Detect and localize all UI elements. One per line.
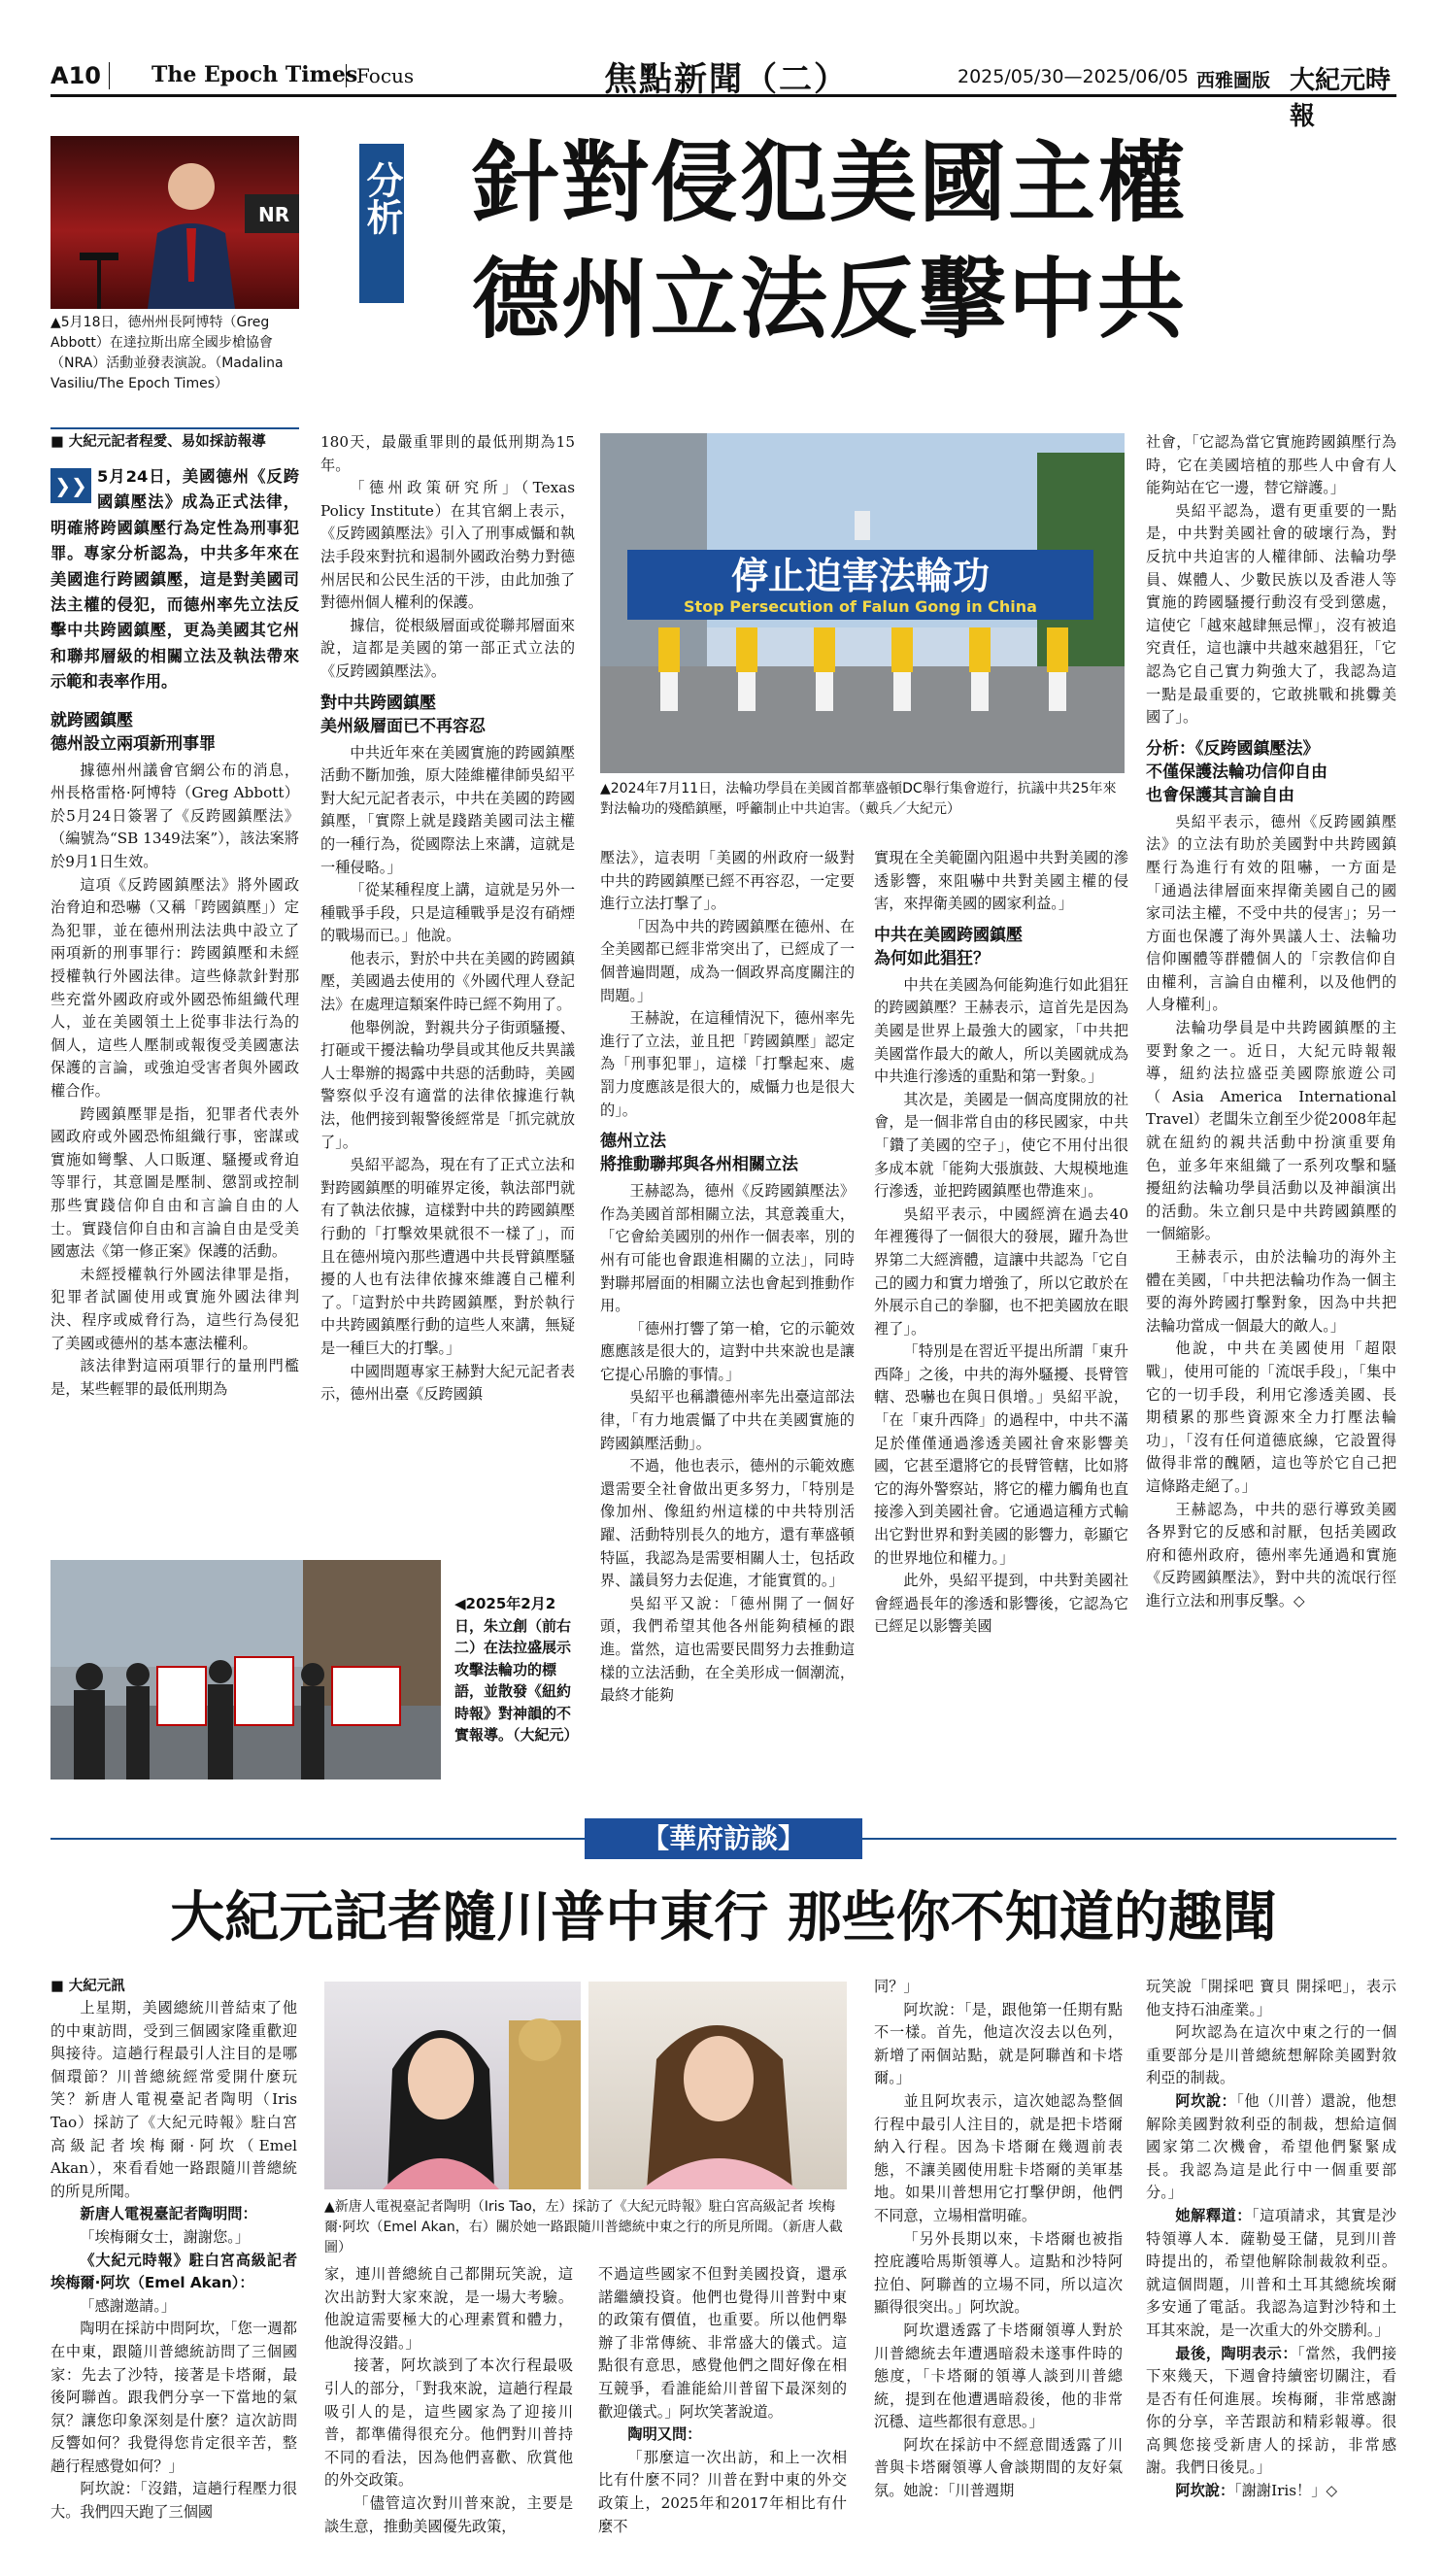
- paragraph: 王赫認為，德州《反跨國鎮壓法》作為美國首部相關立法，其意義重大，「它會給美國別的州作一個表率，別的州有可能也會跟進相關的立法」，同時對聯邦層面的相關立法也會起到推動作用。: [600, 1182, 855, 1315]
- paragraph: 「另外長期以來，卡塔爾也被指控庇護哈馬斯領導人。這點和沙特阿拉伯、阿聯酋的立場不同，所以這次顯得很突出。」阿坎說。: [874, 2229, 1123, 2317]
- paragraph: 吳紹平表示，中國經濟在過去40年裡獲得了一個很大的發展，躍升為世界第二大經濟體，這讓中共認為「它自己的國力和實力增強了，所以它敢於在外展示自己的拳腳，也不把美國放在眼裡了」。: [874, 1204, 1128, 1338]
- paragraph: 據信，從根級層面或從聯邦層面來說，這都是美國的第一部正式立法的《反跨國鎮壓法》。: [320, 616, 575, 680]
- subhead-federal-push: 德州立法 將推動聯邦與各州相關立法: [600, 1132, 798, 1175]
- quote-text: 「這項請求，其實是沙特領導人本．薩勒曼王儲，見到川普時提出的，希望他解除制裁敘利亞。就這個問題，川普和土耳其總統埃爾多安通了電話。我認為這對沙特和土耳其來說，是一次重大的外交勝利。」: [1146, 2206, 1396, 2339]
- section-name-cn: 焦點新聞（二）: [604, 60, 849, 99]
- paragraph: 據德州州議會官網公布的消息，州長格雷格·阿博特（Greg Abbott）於5月24日簽署了《反跨國鎮壓法》（編號為“SB 1349法案”），該法案將於9月1日生效。: [50, 761, 299, 871]
- paragraph: 中共近年來在美國實施的跨國鎮壓活動不斷加強，原大陸維權律師吳紹平對大紀元記者表示，中共在美國的跨國鎮壓，「實際上就是踐踏美國司法主權的一種行為，從國際法上來講，這就是一種侵略。」: [320, 743, 575, 876]
- speaker-label: 新唐人電視臺記者陶明問：: [80, 2205, 257, 2223]
- article2-column-3: [598, 2263, 847, 2538]
- paragraph: 其次是，美國是一個高度開放的社會，是一個非常自由的移民國家，中共「鑽了美國的空子」，使它不用付出很多成本就「能夠大張旗鼓、大規模地進行滲透，並把跨國鎮壓也帶進來」。: [874, 1090, 1128, 1201]
- paragraph: 不過這些國家不但對美國投資，還承諾繼續投資。他們也覺得川普對中東的政策有價值，也重要。所以他們舉辦了非常傳統、非常盛大的儀式。這點很有意思，感覺他們之間好像在相互競爭，看誰能給川普留下最深刻的歡迎儀式。」阿坎笑著說道。: [598, 2265, 847, 2421]
- paragraph: 阿坎說：「是，跟他第一任期有點不一樣。首先，他這次沒去以色列，新增了兩個站點，就是阿聯酋和卡塔爾。」: [874, 2000, 1123, 2087]
- paragraph: 阿坎在採訪中不經意間透露了川普與卡塔爾領導人會談期間的友好氣氛。她說：「川普週期: [874, 2435, 1123, 2500]
- quote-text: 「當然，我們接下來幾天，下週會持續密切關注，看是否有任何進展。埃梅爾，非常感謝你的分享，辛苦跟訪和精彩報導。很高興您接受新唐人的採訪，非常感謝。我們日後見。」: [1146, 2344, 1397, 2477]
- paragraph: 吳紹平認為，現在有了正式立法和對跨國鎮壓的明確界定後，執法部門就有了執法依據，這樣對中共的跨國鎮壓行動的「打擊效果就很不一樣了」，而且在德州境內那些遭遇中共長臂鎮壓騷擾的人也有法律依據來維護自己權利了。「這對於中共跨國鎮壓，對於執行中共跨國鎮壓行動的這些人來講，無疑是一種巨大的打擊。」: [320, 1156, 575, 1357]
- col1-body: [50, 760, 299, 1402]
- paragraph: 社會，「它認為當它實施跨國鎮壓行為時，它在美國培植的那些人中會有人能夠站在它一邊，替它辯護。」: [1146, 433, 1396, 497]
- paragraph: 這項《反跨國鎮壓法》將外國政治脅迫和恐嚇（又稱「跨國鎮壓」）定為犯罪，並在德州刑法法典中設立了兩項新的刑事罪行：跨國鎮壓和未經授權執行外國法律。這些條款針對那些充當外國政府或外國恐怖組織代理人，並在美國領土上從事非法行為的個人，這些人壓制或報復受美國憲法保護的言論，或強迫受害者與外國政權合作。: [50, 875, 299, 1100]
- interview-photo-right: [588, 1982, 847, 2189]
- subhead-no-tolerance: 對中共跨國鎮壓 美州級層面已不再容忍: [320, 693, 486, 736]
- speaker-label: 最後，陶明表示：: [1175, 2344, 1298, 2362]
- article2-headline: 大紀元記者隨川普中東行 那些你不知道的趣聞: [170, 1886, 1277, 1949]
- date-range: 2025/05/30—2025/06/05: [958, 66, 1190, 87]
- article1-column-3: [600, 847, 855, 1708]
- section-name-en: Focus: [346, 64, 414, 87]
- speaker-label: 《大紀元時報》駐白宮高級記者埃梅爾·阿坎（Emel Akan）：: [50, 2251, 297, 2292]
- abbott-photo: [50, 136, 299, 309]
- paragraph: 該法律對這兩項罪行的量刑門檻是，某些輕罪的最低刑期為: [50, 1357, 299, 1398]
- paragraph: 中共在美國為何能夠進行如此猖狂的跨國鎮壓？王赫表示，這首先是因為美國是世界上最強大的國家，「中共把美國當作最大的敵人，所以美國就成為中共進行滲透的重點和第一對象。」: [874, 975, 1128, 1086]
- abbott-photo-art: [50, 136, 299, 309]
- paragraph: [1146, 2090, 1396, 2205]
- paragraph: 他表示，對於中共在美國的跨國鎮壓，美國過去使用的《外國代理人登記法》在處理這類案件時已經不夠用了。: [320, 949, 575, 1014]
- paragraph: 同？」: [874, 1978, 919, 1995]
- speaker-label: 陶明又問：: [627, 2425, 702, 2444]
- iris-tao-portrait: [324, 1982, 581, 2189]
- rally-photo-art: [600, 433, 1125, 773]
- paragraph: 吳紹平認為，還有更重要的一點是，中共對美國社會的破壞行為，對反抗中共迫害的人權律師、法輪功學員、媒體人、少數民族以及香港人等實施的跨國騷擾行動沒有受到懲處，這使它「越來越肆無忌憚」，沒有被追究責任，這也讓中共越來越猖狂，「它認為它自己實力夠強大了，我認為這一點是最重要的，它敢挑戰和挑釁美國了」。: [1146, 501, 1396, 727]
- publication-name: The Epoch Times: [151, 62, 358, 87]
- article2-column-4: [874, 1976, 1123, 2503]
- paragraph: 「德州打響了第一槍，它的示範效應應該是很大的，這對中共來說也是讓它提心吊膽的事情。」: [600, 1319, 855, 1383]
- paragraph: 玩笑說「開採吧 寶貝 開採吧」，表示他支持石油產業。」: [1146, 1978, 1396, 2018]
- paragraph: 陶明在採訪中問阿坎，「您一週都在中東，跟隨川普總統訪問了三個國家：先去了沙特，接著是卡塔爾，最後阿聯酋。跟我們分享一下當地的氣氛？讓您印象深刻是什麼？這次訪問反響如何？我覺得您肯定很辛苦，整趟行程感覺如何？」: [50, 2320, 297, 2475]
- page-number: A10: [50, 62, 110, 89]
- paragraph: 180天，最嚴重罪則的最低刑期為15年。: [320, 433, 575, 474]
- flushing-photo-art: [50, 1560, 441, 1779]
- paragraph: 不過，他也表示，德州的示範效應還需要全社會做出更多努力，「特別是像加州、像紐約州這樣的中共特別活躍、活動特別長久的地方，還有華盛頓特區，我認為是需要相關人士，包括政界、議員努力去促進，才能實質的。」: [600, 1457, 855, 1590]
- article2-col1-body: [50, 1997, 297, 2525]
- headline-line2: 德州立法反擊中共: [472, 248, 1187, 351]
- interview-photo-caption: ▲新唐人電視臺記者陶明（Iris Tao，左）採訪了《大紀元時報》駐白宮高級記者 埃梅爾·阿坎（Emel Akan，右）關於她一路跟隨川普總統中東之行的所見所聞。（新唐人截圖）: [324, 2199, 843, 2255]
- paragraph: 「那麼這一次出訪，和上一次相比有什麼不同？川普在對中東的外交政策上，2025年和2017年相比有什麼不: [598, 2448, 847, 2535]
- abbott-photo-caption: ▲5月18日，德州州長阿博特（Greg Abbott）在達拉斯出席全國步槍協會（NRA）活動並發表演說。（Madalina Vasiliu/The Epoch Times）: [50, 315, 284, 391]
- paragraph: 「從某種程度上講，這就是另外一種戰爭手段，只是這種戰爭是沒有硝煙的戰場而已。」他說。: [320, 881, 575, 945]
- paragraph: 未經授權執行外國法律罪是指，犯罪者試圖使用或實施外國法律判決、程序或威脅行為，這些行為侵犯了美國或德州的基本憲法權利。: [50, 1265, 299, 1352]
- paragraph: 吳紹平表示，德州《反跨國鎮壓法》的立法有助於美國對中共跨國鎮壓行為進行有效的阻嚇，一方面是「通過法律層面來捍衛美國自己的國家司法主權，不受中共的侵害」；另一方面也保護了海外異議人士、法輪功信仰團體等群體個人的「宗教信仰自由權利，言論自由權利，以及他們的人身權利」。: [1146, 812, 1396, 1014]
- paragraph: 「埃梅爾女士，謝謝您。」: [80, 2227, 251, 2246]
- article1-column-5: [1146, 431, 1396, 1613]
- edition: 西雅圖版: [1196, 70, 1271, 91]
- paragraph: 吳紹平又說：「德州開了一個好頭，我們希望其他各州能夠積極的跟進。當然，這也需要民間努力去推動這樣的立法活動，在全美形成一個潮流，最終才能夠: [600, 1594, 855, 1705]
- interview-banner: 【華府訪談】: [585, 1818, 862, 1859]
- paragraph: 接著，阿坎談到了本次行程最吸引人的部分，「對我來說，這趟行程最吸引人的是，這些國家為了迎接川普，都準備得很充分。他們對川普持不同的看法，因為他們喜歡、欣賞他的外交政策。: [324, 2356, 573, 2490]
- paragraph: 「因為中共的跨國鎮壓在德州、在全美國都已經非常突出了，已經成了一個普遍問題，成為一個政界高度關注的問題。」: [600, 917, 855, 1004]
- paragraph: 上星期，美國總統川普結束了他的中東訪問，受到三個國家隆重歡迎與接待。這趟行程最引人注目的是哪個環節？川普總統經常愛開什麼玩笑？新唐人電視臺記者陶明（Iris Tao）採訪了《大紀元時報》駐白宮高級記者埃梅爾·阿坎（Emel Akan），來看看她一路跟隨川普總統的所見所聞。: [50, 1999, 297, 2200]
- svg-text:NR: NR: [258, 203, 290, 226]
- page-header: [50, 58, 1396, 131]
- paragraph: 家，連川普總統自己都開玩笑說，這次出訪對大家來說，是一場大考驗。他說這需要極大的心理素質和體力，他說得沒錯。」: [324, 2265, 573, 2352]
- speaker-label: 阿坎說：: [1175, 2482, 1235, 2500]
- paragraph: [1146, 2343, 1396, 2481]
- paragraph: [1146, 2205, 1396, 2343]
- byline: ■ 大紀元記者程愛、易如採訪報導: [50, 427, 299, 453]
- paragraph: 此外，吳紹平提到，中共對美國社會經過長年的滲透和影響後，它認為它已經足以影響美國: [874, 1572, 1128, 1636]
- paragraph: 王赫表示，由於法輪功的海外主體在美國，「中共把法輪功作為一個主要的海外跨國打擊對象，因為中共把法輪功當成一個最大的敵人。」: [1146, 1248, 1396, 1335]
- interview-photo-left: [324, 1982, 581, 2189]
- article2-column-2: [324, 2263, 573, 2538]
- lead-arrow-icon: ❯❯: [50, 468, 91, 503]
- flushing-photo: [50, 1560, 441, 1779]
- article1-column-4: [874, 847, 1128, 1639]
- rally-photo: [600, 433, 1125, 773]
- subhead-new-crimes: 就跨國鎮壓 德州設立兩項新刑事罪: [50, 710, 216, 754]
- paragraph: 「德州政策研究所」（Texas Policy Institute）在其官網上表示，《反跨國鎮壓法》引入了刑事威懾和執法手段來對抗和遏制外國政治勢力對德州居民和公民生活的干涉，由此加強了對德州個人權利的保護。: [320, 479, 575, 612]
- analysis-tag: [359, 144, 404, 303]
- emel-akan-portrait: [588, 1982, 847, 2189]
- paragraph: 他舉例說，對親共分子街頭騷擾、打砸或干擾法輪功學員或其他反共異議人士舉辦的揭露中共惡的活動時，美國警察似乎沒有適當的法律依據進行執法，他們接到報警後經常是「抓完就放了」。: [320, 1018, 575, 1151]
- paragraph: 阿坎還透露了卡塔爾領導人對於川普總統去年遭遇暗殺未遂事件時的態度，「卡塔爾的領導人談到川普總統，提到在他遭遇暗殺後，他的非常沉穩、這些都很有意思。」: [874, 2321, 1123, 2431]
- paragraph: 「儘管這次對川普來說，主要是談生意，推動美國優先政策，: [324, 2493, 573, 2535]
- paragraph: 吳紹平也稱讚德州率先出臺這部法律，「有力地震懾了中共在美國實施的跨國鎮壓活動」。: [600, 1388, 855, 1452]
- quote-text: 「他（川普）還說，他想解除美國對敘利亞的制裁，想給這個國家第二次機會，希望他們緊緊成長。我認為這是此行中一個重要部分。」: [1146, 2091, 1397, 2202]
- paragraph: 法輪功學員是中共跨國鎮壓的主要對象之一。近日，大紀元時報報導，紐約法拉盛亞美國際旅遊公司（Asia America International Travel）老闆朱立創至少從2008年起就在紐約的親共活動中扮演重要角色，並多年來組織了一系列攻擊和騷擾紐約法輪功學員活動以及神韻演出的活動。朱立創只是中共跨國鎮壓的一個縮影。: [1146, 1019, 1396, 1243]
- masthead-logo: 大紀元時報: [1290, 66, 1392, 131]
- paragraph: 並且阿坎表示，這次她認為整個行程中最引人注目的，就是把卡塔爾納入行程。因為卡塔爾在幾週前表態，不讓美國使用駐卡塔爾的美軍基地。如果川普想用它打擊伊朗，他們不同意，立場相當明確。: [874, 2091, 1123, 2224]
- paragraph: 阿坎認為在這次中東之行的一個重要部分是川普總統想解除美國對敘利亞的制裁。: [1146, 2023, 1396, 2087]
- paragraph: 跨國鎮壓罪是指，犯罪者代表外國政府或外國恐怖組織行事，密謀或實施如彎擊、人口販運、騷擾或脅迫等罪行，其意圖是壓制、懲罰或控制那些實踐信仰自由和言論自由的人士。實踐信仰自由和言論自由是受美國憲法《第一修正案》保護的活動。: [50, 1104, 299, 1261]
- paragraph: 王赫說，在這種情況下，德州率先進行了立法，並且把「跨國鎮壓」認定為「刑事犯罪」，這樣「打擊起來、處罰力度應該是很大的，威懾力也是很大的」。: [600, 1009, 855, 1119]
- lead-text: 5月24日，美國德州《反跨國鎮壓法》成為正式法律，明確將跨國鎮壓行為定性為刑事犯罪。專家分析認為，中共多年來在美國進行跨國鎮壓，這是對美國司法主權的侵犯，而德州率先立法反擊中共跨國鎮壓，更為美國其它州和聯邦層級的相關立法及執法帶來示範和表率作用。: [50, 467, 299, 692]
- flushing-photo-caption: ◀2025年2月2日，朱立創（前右二）在法拉盛展示攻擊法輪功的標語，並散發《紐約時報》對神韻的不實報導。（大紀元）: [454, 1595, 579, 1744]
- banner-english-text: Stop Persecution of Falun Gong in China: [684, 597, 1037, 616]
- rally-photo-caption: ▲2024年7月11日，法輪功學員在美國首都華盛頓DC舉行集會遊行，抗議中共25年來對法輪功的殘酷鎮壓，呼籲制止中共迫害。（戴兵／大紀元）: [600, 781, 1117, 817]
- analysis-tag-text: 分析: [360, 161, 403, 235]
- banner-chinese-text: 停止迫害法輪功: [730, 555, 991, 597]
- subhead-protection: 分析：《反跨國鎮壓法》 不僅保護法輪功信仰自由 也會保護其言論自由: [1146, 738, 1327, 805]
- article2-column-1: [50, 1976, 297, 2525]
- article2-column-5: [1146, 1976, 1396, 2503]
- paragraph: 「感謝邀請。」: [80, 2296, 177, 2315]
- paragraph: 他說，中共在美國使用「超限戰」，使用可能的「流氓手段」，「集中它的一切手段，利用它滲透美國、長期積累的那些資源來全力打壓法輪功」，「沒有任何道德底線，它設置得做得非常的醜陋，這也等於它自己把這條路走絕了。」: [1146, 1339, 1396, 1495]
- paragraph: 阿坎說：「沒錯，這趟行程壓力很大。我們四天跑了三個國: [50, 2480, 297, 2522]
- headline-line1: 針對侵犯美國主權: [472, 131, 1187, 234]
- lead-paragraph: [50, 464, 299, 695]
- speaker-label: 阿坎說：: [1175, 2091, 1237, 2110]
- article1-column-1: [50, 427, 299, 1401]
- subhead-why-rampant: 中共在美國跨國鎮壓 為何如此猖狂？: [874, 925, 1023, 968]
- paragraph: 中國問題專家王赫對大紀元記者表示，德州出臺《反跨國鎮: [320, 1362, 575, 1404]
- paragraph: 壓法》，這表明「美國的州政府一級對中共的跨國鎮壓已經不再容忍，一定要進行立法打擊了」。: [600, 849, 855, 913]
- quote-text: 「謝謝Iris！」◇: [1234, 2482, 1338, 2500]
- paragraph: 實現在全美範圍內阻遏中共對美國的滲透影響，來阻嚇中共對美國主權的侵害，來捍衛美國的國家利益。」: [874, 849, 1128, 913]
- paragraph: 王赫認為，中共的惡行導致美國各界對它的反感和討厭，包括美國政府和德州政府，德州率先通過和實施《反跨國鎮壓法》，對中共的流氓行徑進行立法和刑事反擊。◇: [1146, 1500, 1396, 1610]
- speaker-label: 她解釋道：: [1175, 2206, 1252, 2224]
- article2-byline: ■ 大紀元訊: [50, 1979, 125, 1994]
- interview-photo: [324, 1982, 847, 2189]
- article1-column-2: [320, 431, 575, 1407]
- paragraph: 「特別是在習近平提出所謂「東升西降」之後，中共的海外騷擾、長臂管轄、恐嚇也在與日俱增。」吳紹平說，「在「東升西降」的過程中，中共不滿足於僅僅通過滲透美國社會來影響美國，它甚至還將它的長臂管轄，比如將它的海外警察站，將它的權力觸角也直接滲入到美國社會。它通過這種方式輸出它對世界和對美國的影響力，彰顯它的世界地位和權力。」: [874, 1342, 1128, 1567]
- paragraph: [1146, 2480, 1396, 2503]
